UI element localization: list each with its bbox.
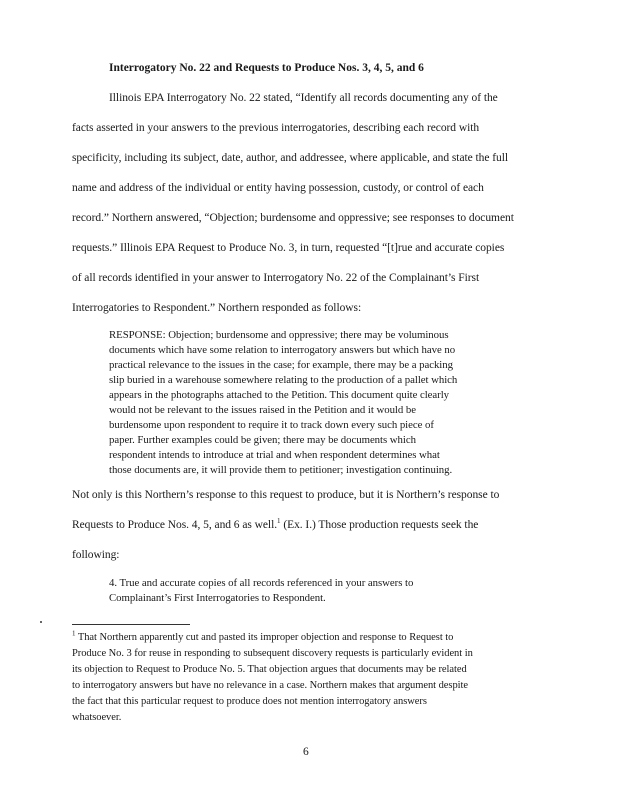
paragraph-line (72, 519, 478, 531)
paragraph-line: Interrogatories to Respondent.” Northern responded as follows: (72, 302, 362, 314)
paragraph-line: Not only is this Northern’s response to this request to produce, but it is Northern’s response to (72, 489, 500, 501)
paragraph-text: Requests to Produce Nos. 4, 5, and 6 as well. (72, 519, 278, 531)
block-quote-line: slip buried in a warehouse somewhere relating to the production of a pallet which (109, 374, 458, 386)
block-quote-line: practical relevance to the issues in the case; for example, there may be a packing (109, 359, 453, 371)
section-heading: Interrogatory No. 22 and Requests to Produce Nos. 3, 4, 5, and 6 (109, 62, 424, 74)
paragraph-line: Illinois EPA Interrogatory No. 22 stated, “Identify all records documenting any of the (109, 92, 498, 104)
paragraph-line: specificity, including its subject, date, author, and addressee, where applicable, and state the full (72, 152, 509, 164)
page-number: 6 (303, 746, 309, 758)
block-quote-line: RESPONSE: Objection; burdensome and oppressive; there may be voluminous (109, 329, 449, 341)
footnote-line (72, 629, 454, 643)
footnote-line: whatsoever. (72, 712, 122, 723)
block-quote-line: would not be relevant to the issues raised in the Petition and it would be (109, 404, 416, 416)
paragraph-line: of all records identified in your answer to Interrogatory No. 22 of the Complainant’s First (72, 272, 480, 284)
footnote-separator (72, 624, 190, 625)
block-quote-line: respondent intends to introduce at trial and when respondent determines what (109, 449, 440, 461)
block-quote-line: paper. Further examples could be given; there may be documents which (109, 434, 416, 446)
footnote-line: Produce No. 3 for reuse in responding to subsequent discovery requests is particularly evident in (72, 648, 473, 659)
paragraph-line: name and address of the individual or entity having possession, custody, or control of each (72, 182, 484, 194)
scan-artifact (40, 621, 42, 623)
paragraph-line: record.” Northern answered, “Objection; burdensome and oppressive; see responses to document (72, 212, 514, 224)
footnote-reference[interactable]: 1 (277, 517, 281, 526)
paragraph-line: following: (72, 549, 120, 561)
paragraph-line: requests.” Illinois EPA Request to Produce No. 3, in turn, requested “[t]rue and accurate copies (72, 242, 505, 254)
footnote-line: the fact that this particular request to produce does not mention interrogatory answers (72, 696, 427, 707)
block-quote-line: appears in the photographs attached to the Petition. This document quite clearly (109, 389, 450, 401)
paragraph-line: facts asserted in your answers to the previous interrogatories, describing each record with (72, 122, 480, 134)
footnote-line: its objection to Request to Produce No. 5. That objection argues that documents may be related (72, 664, 467, 675)
block-quote-line: 4. True and accurate copies of all records referenced in your answers to (109, 577, 414, 589)
block-quote-line: documents which have some relation to interrogatory answers but which have no (109, 344, 456, 356)
block-quote-line: Complainant’s First Interrogatories to Respondent. (109, 592, 326, 604)
block-quote-line: those documents are, it will provide them to petitioner; investigation continuing. (109, 464, 453, 476)
footnote-marker: 1 (72, 629, 76, 638)
footnote-line: to interrogatory answers but have no relevance in a case. Northern makes that argument despite (72, 680, 469, 691)
paragraph-text: (Ex. I.) Those production requests seek the (280, 519, 479, 531)
footnote-text: That Northern apparently cut and pasted its improper objection and response to Request to (75, 632, 454, 643)
block-quote-line: burdensome upon respondent to require it to track down every such piece of (109, 419, 434, 431)
